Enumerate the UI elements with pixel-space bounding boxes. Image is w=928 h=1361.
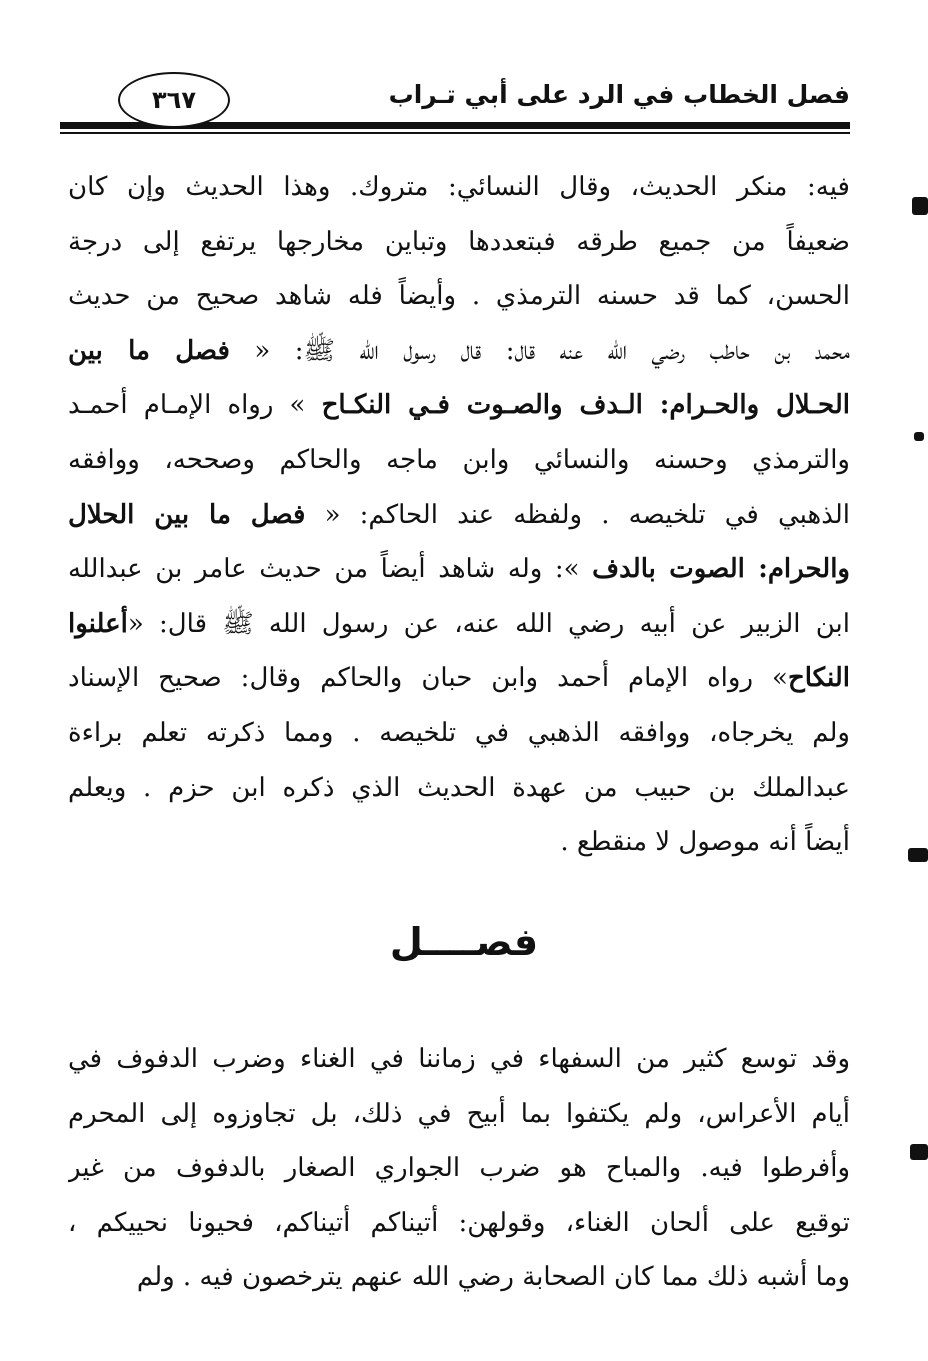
text-line [68,597,850,652]
text-segment: الذهبي في تلخيصه . ولفظه عند الحاكم: « [305,499,850,530]
margin-mark-2 [914,432,924,441]
page-header [60,70,850,140]
text-line [68,761,850,816]
text-line [68,160,850,215]
margin-mark-4 [910,1144,928,1160]
text-line [68,1087,850,1142]
page-number: ٣٦٧ [152,86,196,114]
text-line [68,215,850,270]
text-segment: عبدالملك بن حبيب من عهدة الحديث الذي ذكره ابن حزم . ويعلم [68,772,850,803]
text-segment: ضعيفاً من جميع طرقه فبتعددها وتباين مخارجها يرتفع إلى درجة [68,226,850,257]
margin-mark-3 [908,848,928,862]
text-line [68,1250,850,1305]
text-line [68,706,850,761]
bold-text-segment: فصل ما بين [68,335,230,366]
paragraph-1 [68,160,850,870]
text-line [68,269,850,324]
bold-text-segment: فصل ما بين الحلال [68,499,306,530]
bold-text-segment: أعلنوا [68,608,128,639]
text-segment: أيام الأعراس، ولم يكتفوا بما أبيح في ذلك، بل تجاوزوه إلى المحرم [68,1098,850,1129]
text-line [68,378,850,433]
text-line [68,433,850,488]
text-line [68,1196,850,1251]
text-segment: »: وله شاهد أيضاً من حديث عامر بن عبدالله [68,554,593,585]
text-line [68,651,850,706]
text-segment: وقد توسع كثير من السفهاء في زماننا في الغناء وضرب الدفوف في [68,1044,850,1074]
section-heading-text: فصــــل [389,920,539,964]
paragraph-2 [68,1032,850,1305]
section-heading [0,920,928,964]
text-segment: » رواه الإمام أحمد وابن حبان والحاكم وقال: صحيح الإسناد [68,663,788,694]
running-title: فصل الخطاب في الرد على أبي تـراب [388,80,850,109]
bold-text-segment: والحرام: الصوت بالدف [592,554,850,585]
text-line [68,815,850,870]
bold-text-segment: النكاح [787,663,850,694]
text-segment: والترمذي وحسنه والنسائي وابن ماجه والحاكم وصححه، ووافقه [68,444,850,475]
text-segment: » رواه الإمـام أحمـد [68,390,322,421]
text-segment: ابن الزبير عن أبيه رضي الله عنه، عن رسول الله ﷺ قال: « [127,608,850,639]
bold-text-segment: الحـلال والحـرام: الـدف والصـوت فـي النكـاح [321,390,850,421]
text-line [68,324,850,379]
text-segment: محمد بن حاطب رضي الله عنه قال: قال رسول الله ﷺ: « [229,335,850,366]
page-number-oval [118,72,230,128]
margin-mark-1 [912,197,928,215]
text-segment: وما أشبه ذلك مما كان الصحابة رضي الله عنهم يترخصون فيه . ولم [136,1262,850,1293]
text-segment: الحسن، كما قد حسنه الترمذي . وأيضاً فله شاهد صحيح من حديث [68,281,850,312]
text-segment: ولم يخرجاه، ووافقه الذهبي في تلخيصه . ومما ذكرته تعلم براءة [68,717,850,748]
text-segment: أيضاً أنه موصول لا منقطع . [560,827,850,858]
text-segment: وأفرطوا فيه. والمباح هو ضرب الجواري الصغار بالدفوف من غير [68,1153,850,1184]
text-segment: توقيع على ألحان الغناء، وقولهن: أتيناكم أتيناكم، فحيونا نحييكم ، [68,1207,850,1238]
header-rule-thin [60,132,850,134]
text-line [68,1141,850,1196]
text-segment: فيه: منكر الحديث، وقال النسائي: متروك. وهذا الحديث وإن كان [68,172,850,202]
text-line [68,1032,850,1087]
text-line [68,542,850,597]
text-line [68,488,850,543]
